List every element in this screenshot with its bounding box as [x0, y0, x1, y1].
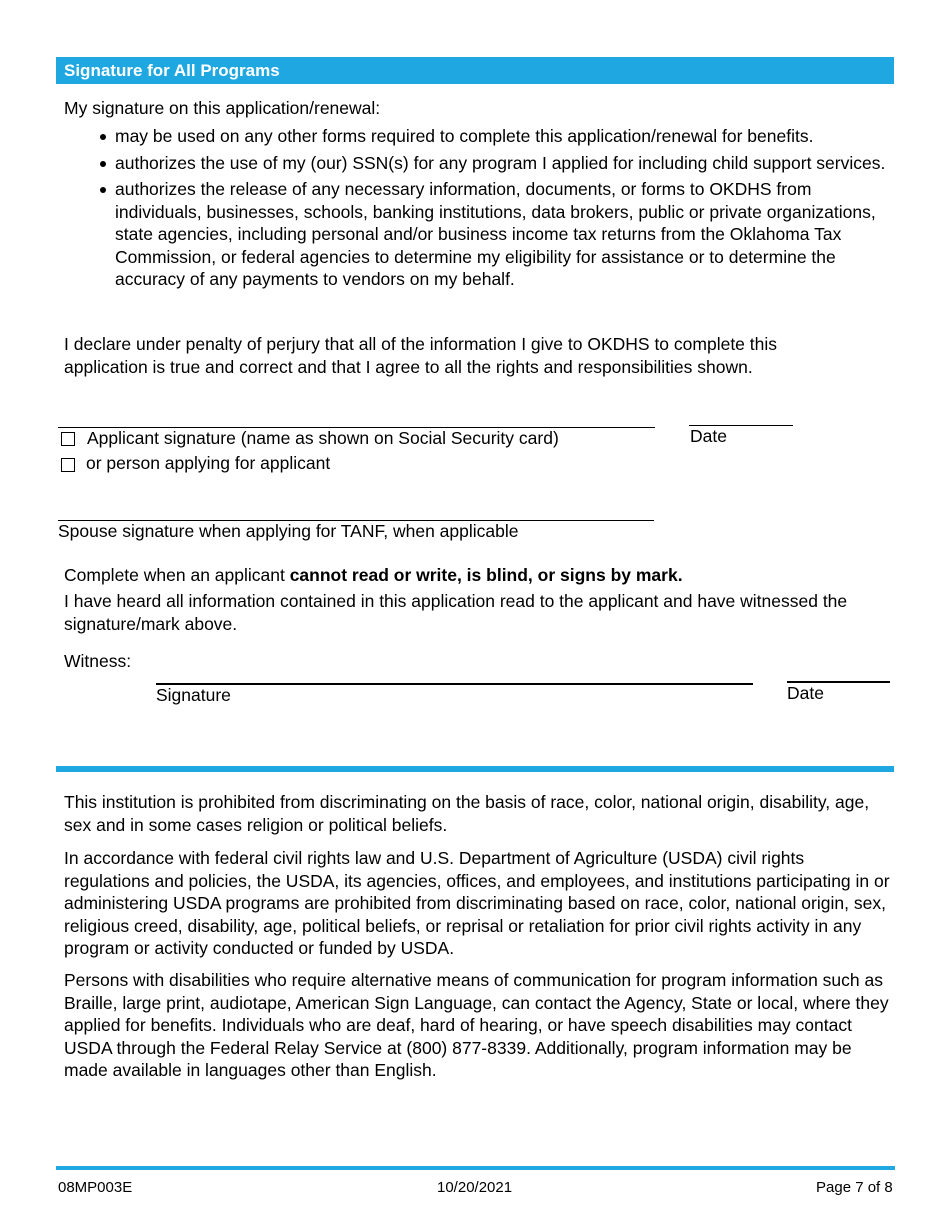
- section-header: [56, 57, 894, 84]
- applicant-signature-label: Applicant signature (name as shown on Social Security card): [87, 428, 559, 448]
- footer-date: 10/20/2021: [437, 1179, 513, 1196]
- mark-instruction-text: Complete when an applicant: [64, 565, 290, 585]
- disability-accommodation-statement: Persons with disabilities who require alternative means of communication for program information such as Braille, large print, audiotape, American Sign Language, can contact the Agency, State or local, where they applied for benefits. Individuals who are deaf, hard of hearing, or have speech disabilities may contact USDA through the Federal Relay Service at (800) 877-8339. Additionally, program information may be made available in languages other than English.: [64, 970, 889, 1080]
- signature-terms-list: [63, 125, 893, 295]
- applicant-signature-checkbox[interactable]: [61, 432, 75, 446]
- section-divider: [56, 766, 894, 772]
- footer-page-number: Page 7 of 8: [816, 1179, 893, 1196]
- witness-signature-line[interactable]: [156, 683, 753, 685]
- person-applying-label: or person applying for applicant: [86, 453, 331, 473]
- applicant-date-label: Date: [690, 426, 727, 446]
- witness-label: Witness:: [64, 651, 132, 671]
- witness-statement: I have heard all information contained in this application read to the applicant and have witnessed the signature/mark above.: [64, 591, 848, 634]
- footer-form-number: 08MP003E: [58, 1179, 133, 1196]
- list-item: authorizes the release of any necessary information, documents, or forms to OKDHS from individuals, businesses, schools, banking institutions, data brokers, public or private organizations, state agencies, including personal and/or business income tax returns from the Oklahoma Tax Commission, or federal agencies to determine my eligibility for assistance or to determine the accuracy of any payments to vendors on my behalf.: [63, 178, 893, 291]
- footer-divider: [56, 1166, 895, 1170]
- list-item: authorizes the use of my (our) SSN(s) for any program I applied for including child support services.: [63, 152, 893, 175]
- witness-signature-label: Signature: [156, 685, 231, 705]
- spouse-signature-label: Spouse signature when applying for TANF, when applicable: [58, 521, 519, 541]
- list-item: may be used on any other forms required to complete this application/renewal for benefits.: [63, 125, 893, 148]
- person-applying-checkbox[interactable]: [61, 458, 75, 472]
- witness-date-label: Date: [787, 683, 824, 703]
- mark-instruction-bold: cannot read or write, is blind, or signs by mark.: [289, 565, 683, 585]
- civil-rights-statement: In accordance with federal civil rights law and U.S. Department of Agriculture (USDA) civil rights regulations and policies, the USDA, its agencies, offices, and employees, and institutions participating in or administering USDA programs are prohibited from discriminating based on race, color, national origin, sex, religious creed, disability, age, political beliefs, or reprisal or retaliation for prior civil rights activity in any program or activity conducted or funded by USDA.: [64, 848, 890, 958]
- intro-text: My signature on this application/renewal:: [64, 98, 381, 118]
- section-title: Signature for All Programs: [64, 61, 280, 80]
- mark-instruction: [64, 564, 894, 587]
- nondiscrimination-statement: This institution is prohibited from discriminating on the basis of race, color, national origin, disability, age, sex and in some cases religion or political beliefs.: [64, 792, 870, 835]
- perjury-declaration: I declare under penalty of perjury that all of the information I give to OKDHS to complete this application is true and correct and that I agree to all the rights and responsibilities shown.: [64, 334, 778, 377]
